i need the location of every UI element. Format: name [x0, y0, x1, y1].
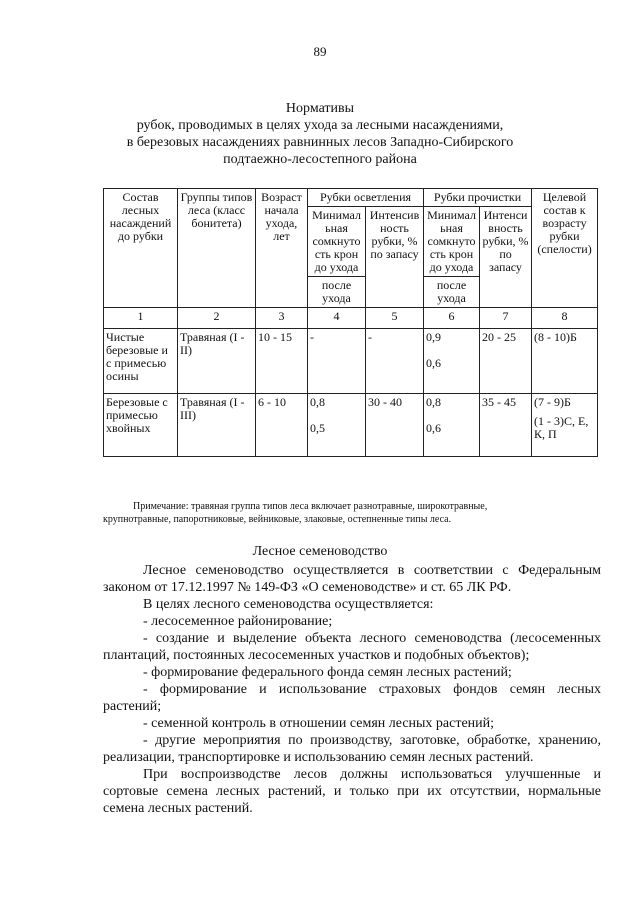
column-number: 2	[178, 308, 256, 329]
cell-osv-density-before: -	[310, 330, 314, 344]
cell-target-b: (1 - 3)С, Е, К, П	[534, 414, 589, 441]
header-forest-group: Группы типов леса (класс бонитета)	[178, 189, 256, 308]
header-osv-after: после ухода	[308, 277, 366, 308]
list-item: - лесосеменное районирование;	[143, 614, 333, 629]
norms-table	[103, 188, 598, 457]
table-row	[104, 329, 598, 394]
header-pro-min-density: Минимальная сомкнутость крон до ухода	[424, 207, 480, 277]
body-text	[103, 562, 601, 817]
column-number: 4	[308, 308, 366, 329]
title-line: Нормативы	[285, 101, 355, 116]
title-line: рубок, проводимых в целях ухода за лесными насаждениями,	[136, 118, 504, 133]
cell-composition: Березовые с примесью хвойных	[104, 394, 178, 457]
column-number: 8	[532, 308, 598, 329]
cell-composition: Чистые березовые и с примесью осины	[104, 329, 178, 394]
header-pro-intensity: Интенсивность рубки, % по запасу	[480, 207, 532, 308]
cell-pro-density-after: 0,6	[426, 356, 442, 370]
cell-pro-density-before: 0,8	[426, 395, 442, 409]
cell-target-a: (8 - 10)Б	[534, 330, 577, 344]
header-start-age: Возраст начала ухода, лет	[256, 189, 308, 308]
paragraph: Лесное семеноводство осуществляется в соответствии с Федеральным законом от 17.12.1997 № 149-ФЗ «О семеноводстве» и ст. 65 ЛК РФ.	[103, 563, 601, 595]
paragraph: При воспроизводстве лесов должны использоваться улучшенные и сортовые семена лесных растений, и только при их отсутствии, нормальные семена лесных растений.	[103, 767, 601, 816]
cell-pro-intensity: 35 - 45	[480, 394, 532, 457]
list-item: - создание и выделение объекта лесного семеноводства (лесосеменных плантаций, постоянных лесосеменных участков и подобных объектов);	[103, 631, 601, 663]
column-number: 3	[256, 308, 308, 329]
cell-target-a: (7 - 9)Б	[534, 395, 571, 409]
cell-pro-density-before: 0,9	[426, 330, 442, 344]
cell-osv-intensity: -	[366, 329, 424, 394]
header-pro-after: после ухода	[424, 277, 480, 308]
header-osvetlenie: Рубки осветления	[308, 189, 424, 207]
header-composition: Состав лесных насаждений до рубки	[104, 189, 178, 308]
table-note	[103, 500, 601, 526]
document-title	[80, 100, 560, 168]
header-osv-intensity: Интенсивность рубки, % по запасу	[366, 207, 424, 308]
cell-osv-density	[308, 329, 366, 394]
cell-forest-group: Травяная (I - III)	[178, 394, 256, 457]
cell-osv-density-after: 0,5	[310, 421, 325, 435]
cell-target	[532, 394, 598, 457]
note-line: крупнотравные, папоротниковые, вейниковые, злаковые, остепненные типы леса.	[103, 514, 452, 525]
note-line: Примечание: травяная группа типов леса включает разнотравные, широкотравные,	[133, 501, 488, 512]
cell-age: 10 - 15	[256, 329, 308, 394]
cell-osv-intensity: 30 - 40	[366, 394, 424, 457]
title-line: в березовых насаждениях равнинных лесов Западно-Сибирского	[126, 135, 514, 150]
header-osv-min-density: Минимальная сомкнутость крон до ухода	[308, 207, 366, 277]
header-target-composition: Целевой состав к возрасту рубки (спелости)	[532, 189, 598, 308]
paragraph: В целях лесного семеноводства осуществляется:	[143, 597, 434, 612]
page-number: 89	[313, 44, 327, 59]
list-item: - другие мероприятия по производству, заготовке, обработке, хранению, реализации, транспортировке и использованию семян лесных растений.	[103, 733, 601, 765]
cell-pro-density-after: 0,6	[426, 421, 442, 435]
cell-forest-group: Травяная (I - II)	[178, 329, 256, 394]
header-prochistki: Рубки прочистки	[424, 189, 532, 207]
cell-osv-density	[308, 394, 366, 457]
cell-osv-density-before: 0,8	[310, 395, 325, 409]
column-number: 6	[424, 308, 480, 329]
table-row	[104, 394, 598, 457]
cell-age: 6 - 10	[256, 394, 308, 457]
cell-pro-density	[424, 394, 480, 457]
list-item: - формирование и использование страховых фондов семян лесных растений;	[103, 682, 601, 714]
list-item: - формирование федерального фонда семян лесных растений;	[143, 665, 512, 680]
list-item: - семенной контроль в отношении семян лесных растений;	[143, 716, 495, 731]
cell-target	[532, 329, 598, 394]
column-number: 1	[104, 308, 178, 329]
column-number: 7	[480, 308, 532, 329]
title-line: подтаежно-лесостепного района	[223, 152, 417, 167]
cell-pro-density	[424, 329, 480, 394]
column-number: 5	[366, 308, 424, 329]
section-title: Лесное семеноводство	[252, 544, 388, 559]
cell-pro-intensity: 20 - 25	[480, 329, 532, 394]
